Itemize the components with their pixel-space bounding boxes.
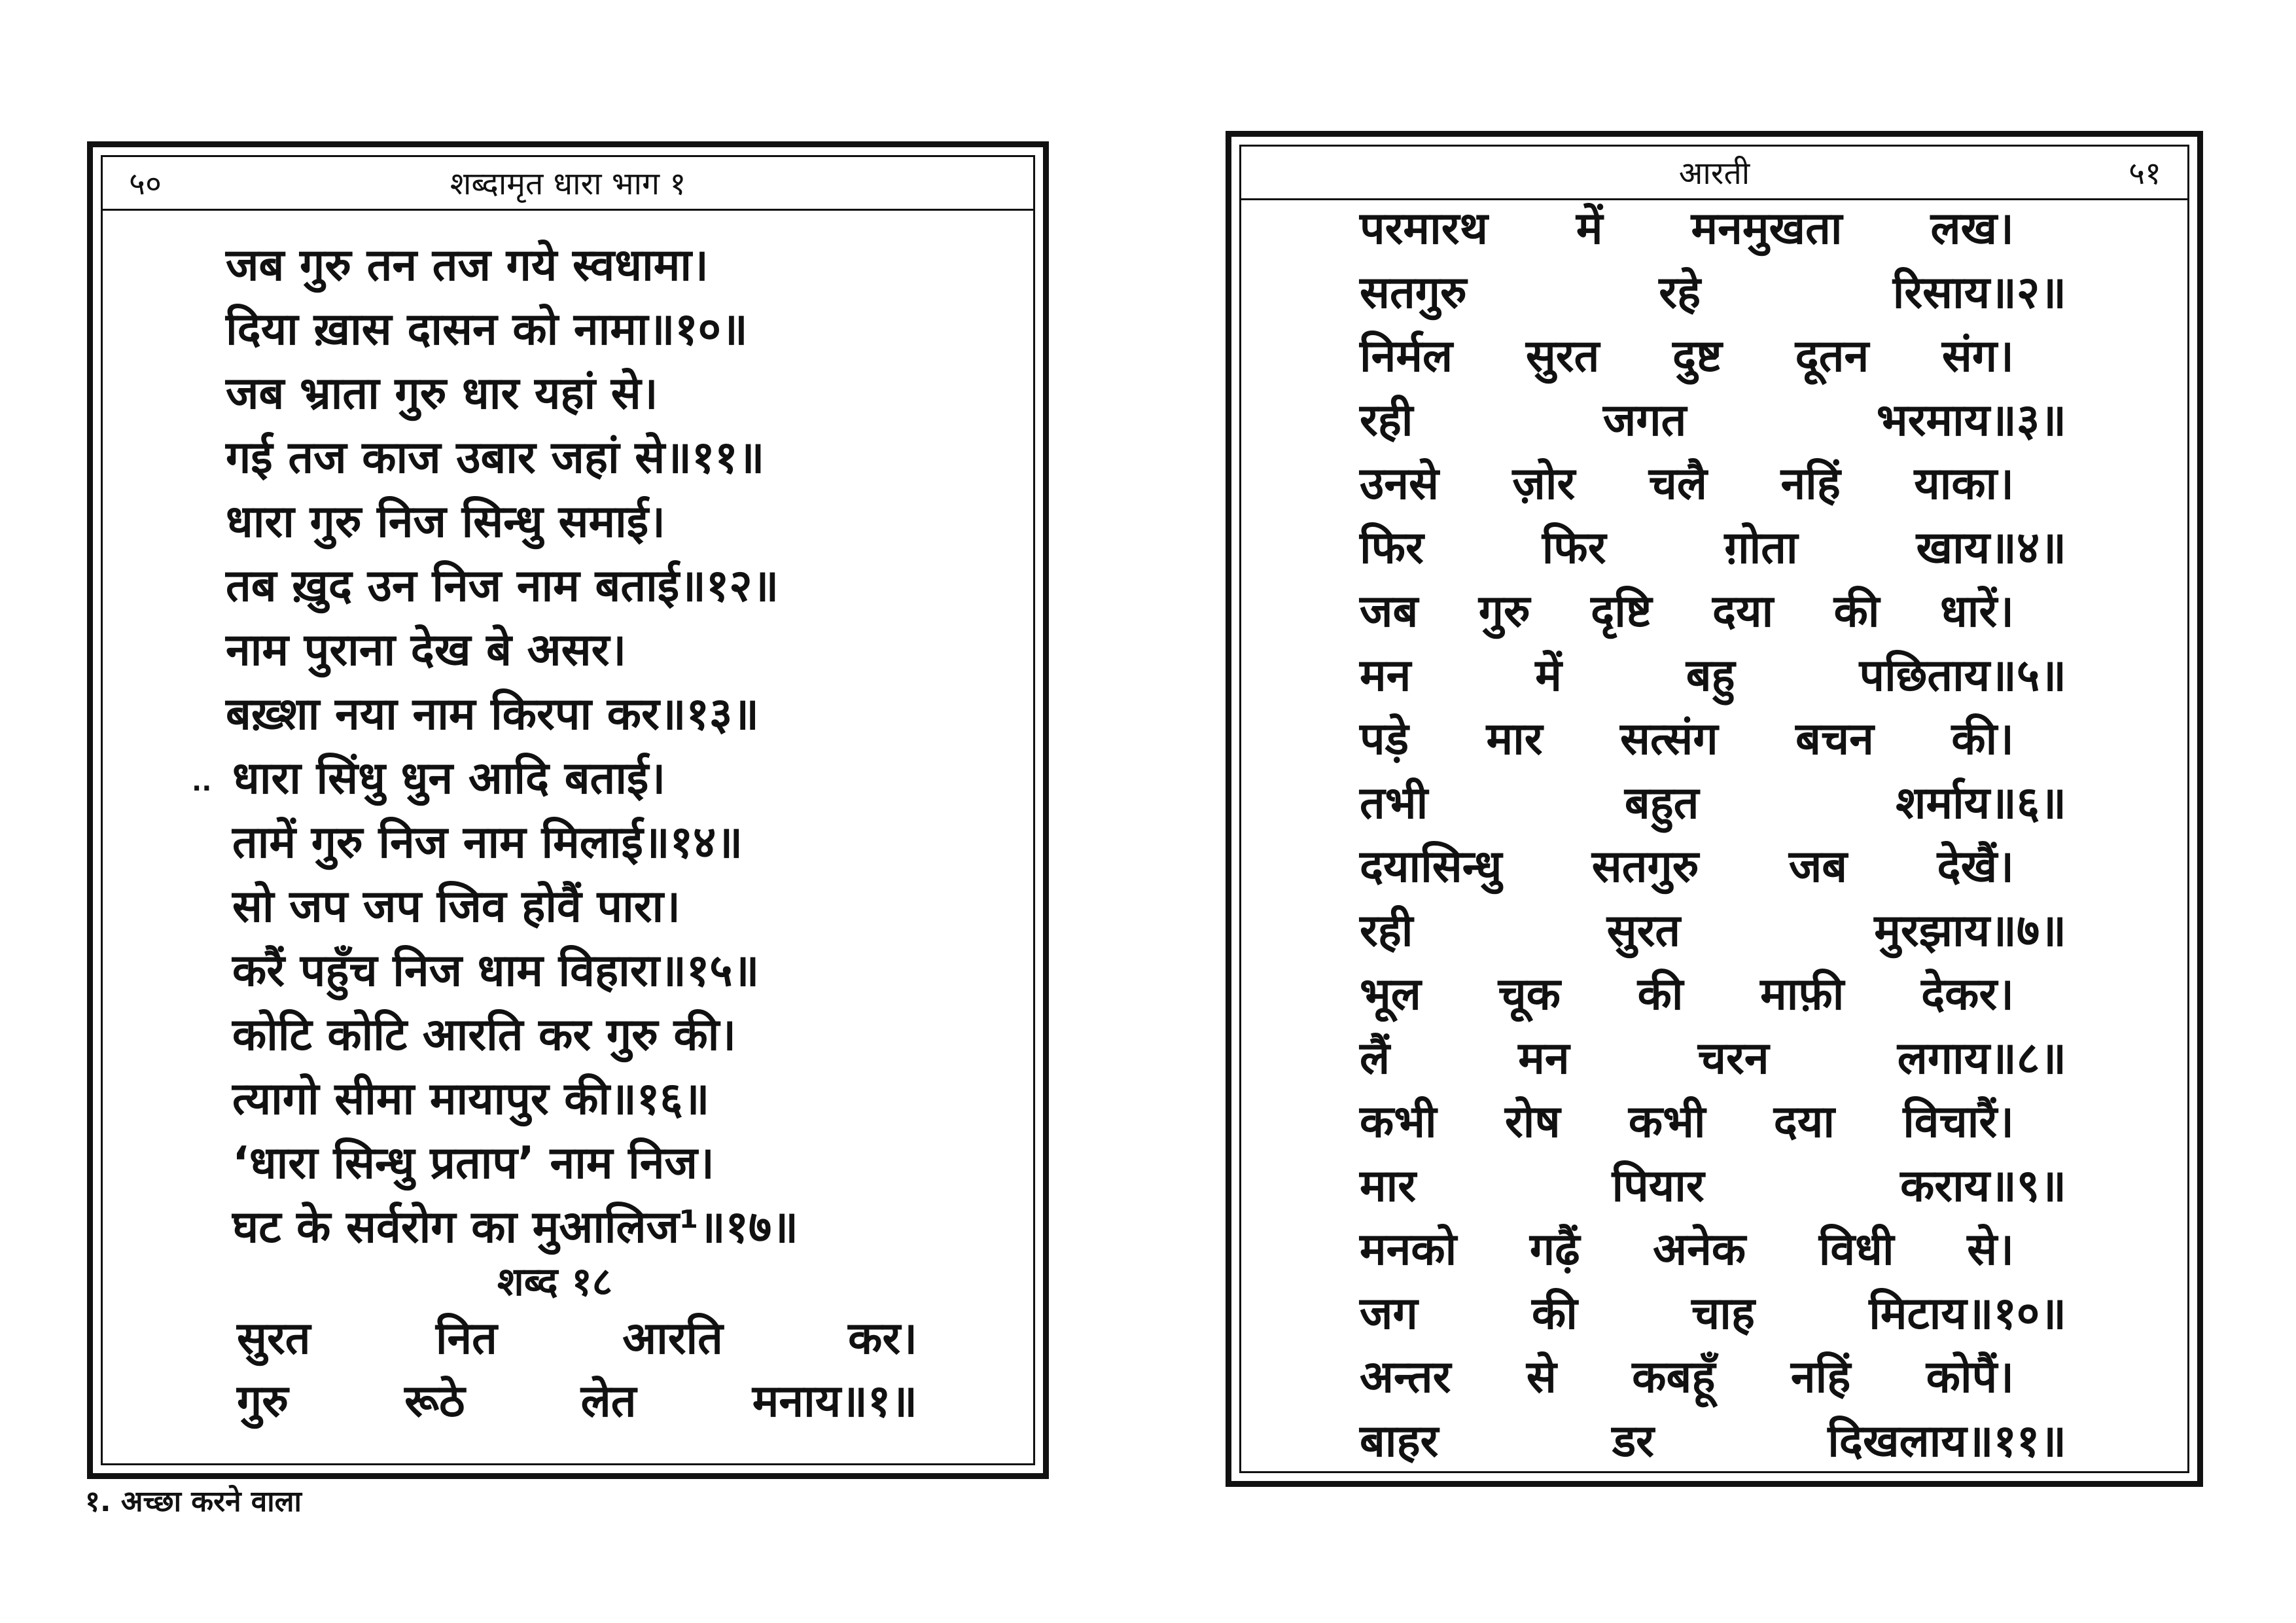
verse-word: मन <box>1360 650 1411 702</box>
verse-word: से। <box>1967 1224 2014 1275</box>
verse-line <box>1360 708 2014 771</box>
verse-word: दयासिन्धु <box>1360 841 1502 893</box>
verse-word: निर्मल <box>1360 330 1453 382</box>
verse-word: मुरझाय॥७॥ <box>1874 905 2066 957</box>
verse-word: मनाय॥१॥ <box>752 1376 917 1427</box>
verse-word: धारें। <box>1939 586 2014 637</box>
verse-line: दिया ख़ास दासन को नामा॥१०॥ <box>226 304 748 355</box>
verse-line <box>237 1370 917 1433</box>
verse-word: कोपैं। <box>1926 1351 2014 1403</box>
verse-word: आरति <box>622 1313 723 1364</box>
verse-line <box>1360 325 2014 388</box>
verse-word: गढ़ैं <box>1529 1224 1580 1275</box>
verse-word: ज़ोर <box>1512 458 1576 510</box>
stray-mark: .. <box>192 767 212 797</box>
verse-word: सुरत <box>1525 330 1600 382</box>
verse-word: रोष <box>1504 1096 1561 1148</box>
verse-word: पड़े <box>1360 713 1409 765</box>
verse-line <box>1360 580 2014 643</box>
verse-word: अन्तर <box>1360 1351 1451 1403</box>
verse-line <box>1360 1027 2066 1090</box>
verse-word: रूठे <box>404 1376 465 1427</box>
verse-word: मनमुखता <box>1691 203 1843 255</box>
verse-line: धारा गुरु निज सिन्धु समाई। <box>226 496 665 548</box>
verse-word: डर <box>1612 1416 1654 1467</box>
verse-word: रही <box>1360 905 1413 957</box>
verse-word: परमारथ <box>1360 203 1488 255</box>
verse-word: अनेक <box>1653 1224 1746 1275</box>
right-running-title: आरती <box>1678 155 1750 192</box>
left-running-title: शब्दामृत धारा भाग १ <box>450 166 686 202</box>
verse-line: गई तज काज उबार जहां से॥११॥ <box>226 432 765 484</box>
verse-word: कभी <box>1628 1096 1706 1148</box>
verse-line: करैं पहुँच निज धाम विहारा॥१५॥ <box>232 945 760 997</box>
verse-line <box>1360 645 2066 707</box>
verse-word: सुरत <box>1606 905 1681 957</box>
verse-word: सत्संग <box>1620 713 1718 765</box>
verse-line: त्यागो सीमा मायापुर की॥१६॥ <box>232 1073 710 1125</box>
verse-word: दया <box>1712 586 1774 637</box>
verse-word: रहे <box>1659 267 1701 319</box>
verse-word: नहिं <box>1790 1351 1851 1403</box>
verse-word: बहु <box>1686 650 1735 702</box>
verse-word: जग <box>1360 1288 1418 1340</box>
verse-word: ग़ोता <box>1724 522 1798 574</box>
verse-line <box>1360 389 2066 452</box>
verse-line: सो जप जप जिव होवैं पारा। <box>232 881 680 933</box>
verse-word: बाहर <box>1360 1416 1439 1467</box>
verse-line: जब गुरु तन तज गये स्वधामा। <box>226 240 709 291</box>
verse-word: चलै <box>1648 458 1708 510</box>
verse-line <box>1360 772 2066 835</box>
verse-line: ‘धारा सिन्धु प्रताप’ नाम निज। <box>232 1137 715 1189</box>
verse-word: रिसाय॥२॥ <box>1892 267 2066 319</box>
verse-word: रही <box>1360 395 1413 446</box>
verse-line: तामें गुरु निज नाम मिलाई॥१४॥ <box>232 817 743 868</box>
verse-line <box>1360 1091 2014 1154</box>
verse-line <box>1360 517 2066 580</box>
verse-word: जब <box>1360 586 1419 637</box>
shabd-heading: शब्द १८ <box>497 1259 612 1305</box>
verse-word: मार <box>1360 1160 1417 1212</box>
verse-word: पियार <box>1612 1160 1704 1212</box>
verse-word: जब <box>1788 841 1848 893</box>
verse-word: कबहूँ <box>1632 1351 1716 1403</box>
verse-word: दिखलाय॥११॥ <box>1828 1416 2066 1467</box>
right-page-header <box>1241 147 2187 200</box>
verse-word: दया <box>1773 1096 1835 1148</box>
verse-line: तब ख़ुद उन निज नाम बताई॥१२॥ <box>226 560 779 612</box>
verse-word: देकर। <box>1921 969 2014 1020</box>
verse-line <box>1360 963 2014 1026</box>
verse-line <box>1360 1410 2066 1473</box>
verse-word: बचन <box>1795 713 1874 765</box>
verse-word: दृष्टि <box>1591 586 1652 637</box>
verse-word: चरन <box>1697 1033 1769 1084</box>
verse-word: मनको <box>1360 1224 1457 1275</box>
verse-line <box>1360 453 2014 516</box>
verse-word: चूक <box>1498 969 1561 1020</box>
verse-word: संग। <box>1941 330 2014 382</box>
verse-word: मन <box>1518 1033 1570 1084</box>
verse-word: गुरु <box>237 1376 289 1427</box>
verse-word: दुष्ट <box>1672 330 1722 382</box>
verse-word: लैं <box>1360 1033 1390 1084</box>
verse-word: याका। <box>1914 458 2014 510</box>
verse-word: खाय॥४॥ <box>1916 522 2066 574</box>
verse-line <box>1360 900 2066 963</box>
verse-word: लख। <box>1930 203 2014 255</box>
verse-line <box>1360 1155 2066 1218</box>
right-page-number: ५१ <box>2128 155 2161 192</box>
verse-word: बहुत <box>1624 777 1699 829</box>
verse-line <box>237 1308 917 1370</box>
verse-word: सुरत <box>237 1313 311 1364</box>
verse-word: कर। <box>848 1313 917 1364</box>
left-page-header <box>103 157 1033 211</box>
verse-word: पछिताय॥५॥ <box>1859 650 2066 702</box>
verse-word: लेत <box>580 1376 637 1427</box>
verse-word: की <box>1833 586 1880 637</box>
verse-word: चाह <box>1691 1288 1755 1340</box>
verse-word: लगाय॥८॥ <box>1897 1033 2066 1084</box>
verse-word: दूतन <box>1795 330 1869 382</box>
verse-word: की <box>1531 1288 1578 1340</box>
verse-word: गुरु <box>1478 586 1530 637</box>
verse-word: भूल <box>1360 969 1421 1020</box>
verse-word: की। <box>1951 713 2014 765</box>
verse-line: बख़्शा नया नाम किरपा कर॥१३॥ <box>226 688 759 740</box>
verse-word: उनसे <box>1360 458 1439 510</box>
verse-word: फिर <box>1542 522 1606 574</box>
verse-word: मिटाय॥१०॥ <box>1869 1288 2066 1340</box>
verse-line <box>1360 198 2014 260</box>
verse-word: की <box>1637 969 1684 1020</box>
verse-word: विधी <box>1818 1224 1894 1275</box>
verse-line: जब भ्राता गुरु धार यहां से। <box>226 368 658 419</box>
verse-word: नित <box>435 1313 497 1364</box>
verse-line: कोटि कोटि आरति कर गुरु की। <box>232 1009 737 1061</box>
verse-word: मार <box>1486 713 1543 765</box>
verse-line <box>1360 1346 2014 1409</box>
verse-word: कभी <box>1360 1096 1437 1148</box>
verse-word: कराय॥९॥ <box>1900 1160 2066 1212</box>
verse-word: सतगुरु <box>1360 267 1467 319</box>
verse-line: धारा सिंधु धुन आदि बताई। <box>232 753 666 804</box>
verse-word: भरमाय॥३॥ <box>1876 395 2066 446</box>
verse-word: फिर <box>1360 522 1424 574</box>
verse-line <box>1360 1219 2014 1281</box>
verse-word: से <box>1526 1351 1557 1403</box>
verse-word: माफ़ी <box>1760 969 1845 1020</box>
verse-word: विचारैं। <box>1903 1096 2014 1148</box>
verse-word: सतगुरु <box>1591 841 1699 893</box>
verse-line <box>1360 1283 2066 1346</box>
verse-line <box>1360 262 2066 325</box>
verse-line <box>1360 836 2014 899</box>
footnote: १. अच्छा करने वाला <box>85 1485 302 1518</box>
verse-word: तभी <box>1360 777 1428 829</box>
verse-word: नहिं <box>1780 458 1841 510</box>
verse-word: जगत <box>1602 395 1687 446</box>
verse-word: देखैं। <box>1937 841 2014 893</box>
left-page-number: ५० <box>129 166 162 202</box>
verse-line: नाम पुराना देख बे असर। <box>226 624 627 676</box>
verse-line: घट के सर्वरोग का मुआलिज¹॥१७॥ <box>232 1202 798 1253</box>
verse-word: शर्माय॥६॥ <box>1896 777 2066 829</box>
verse-word: में <box>1576 203 1603 255</box>
verse-word: में <box>1535 650 1562 702</box>
